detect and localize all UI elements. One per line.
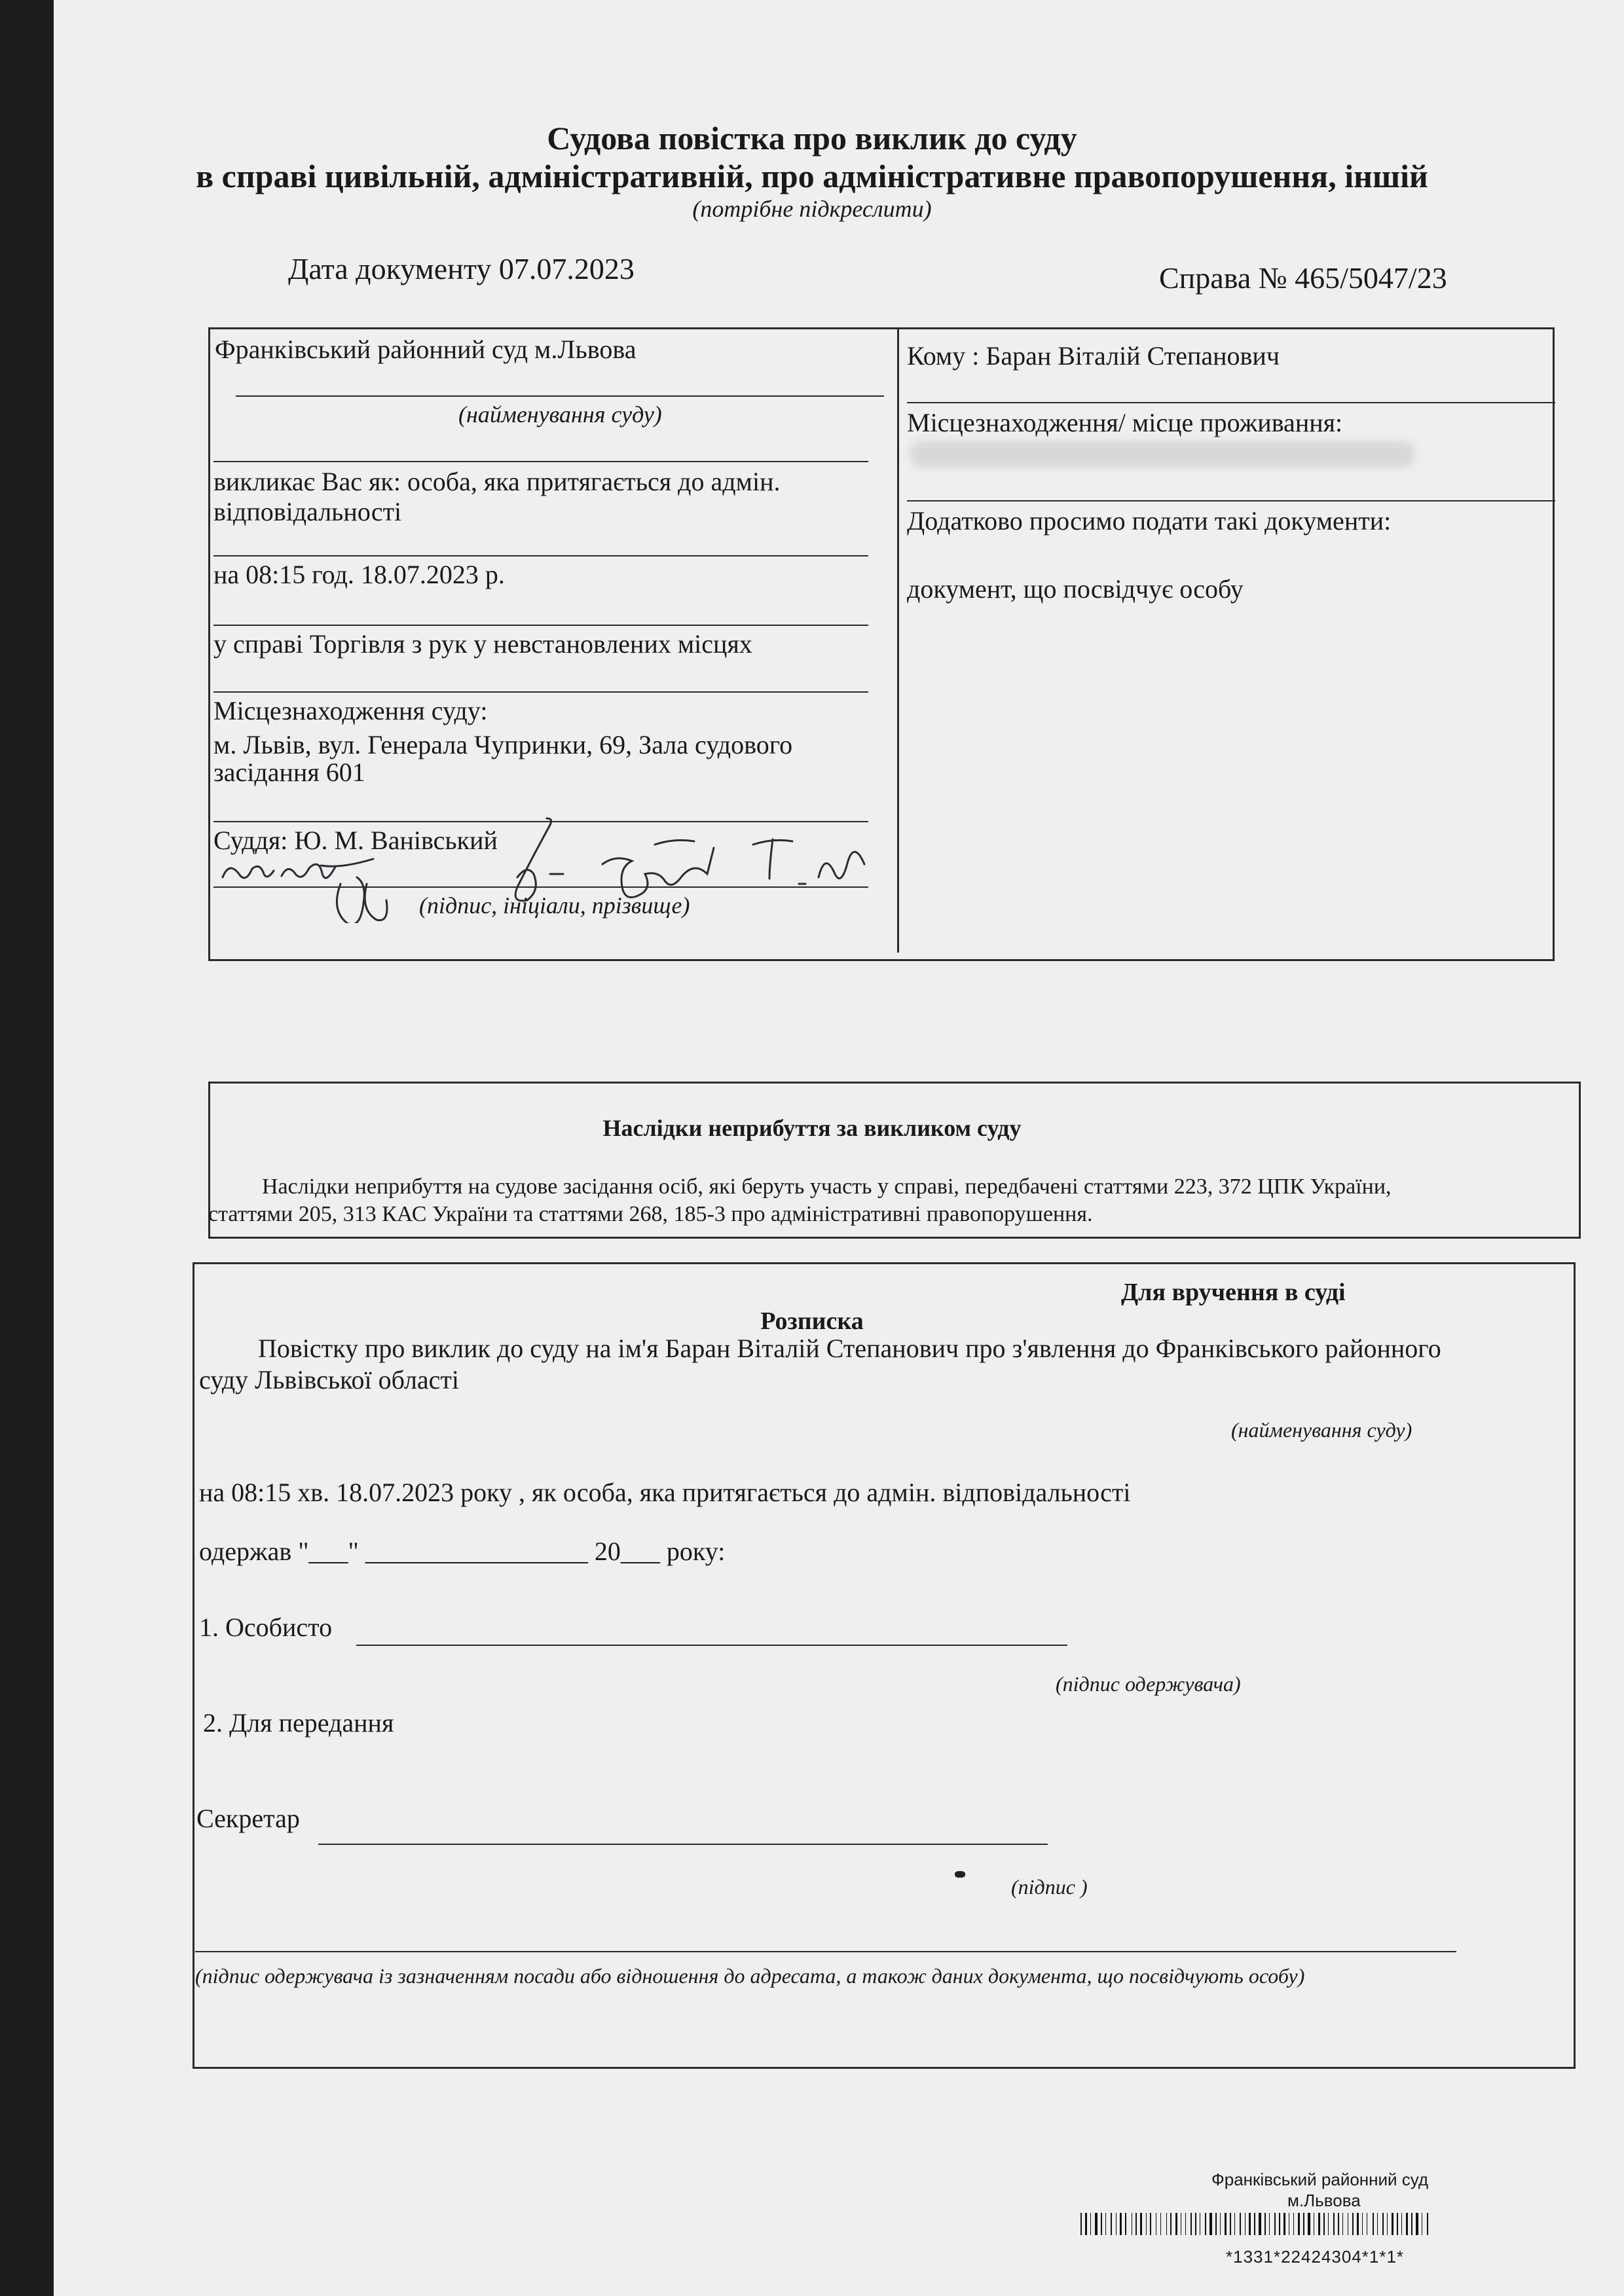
barcode-bar: [1123, 2213, 1124, 2235]
summons-role-line1: викликає Вас як: особа, яка притягається до адмін.: [213, 467, 781, 496]
barcode-bar: [1369, 2213, 1371, 2235]
barcode-bar: [1403, 2213, 1405, 2235]
barcode-bar: [1259, 2213, 1261, 2235]
barcode-bar: [1232, 2213, 1233, 2235]
received-date-line: одержав "___" _________________ 20___ року:: [199, 1537, 726, 1566]
barcode-bar: [1187, 2213, 1189, 2235]
barcode-bar: [1240, 2213, 1241, 2235]
barcode-bar: [1387, 2213, 1388, 2235]
receipt-court-caption: (найменування суду): [1231, 1418, 1412, 1442]
barcode-bar: [1389, 2213, 1390, 2235]
for-transfer-label: 2. Для передання: [203, 1708, 394, 1738]
barcode-bar: [1340, 2213, 1341, 2235]
barcode-bar: [1375, 2213, 1376, 2235]
barcode-bar: [1333, 2213, 1335, 2235]
barcode-bar: [1279, 2213, 1280, 2235]
receipt-line1: Повістку про виклик до суду на ім'я Баран Віталій Степанович про з'явлення до Франківського районного: [258, 1334, 1441, 1363]
barcode-bar: [1338, 2213, 1339, 2235]
court-name-caption: (найменування суду): [458, 401, 662, 428]
barcode-bar: [1336, 2213, 1337, 2235]
barcode-bar: [1107, 2213, 1109, 2235]
barcode-bar: [1150, 2213, 1151, 2235]
barcode-bar: [1330, 2213, 1332, 2235]
secretary-signature-caption: (підпис ): [1011, 1875, 1088, 1899]
barcode-bar: [1308, 2213, 1310, 2235]
barcode-bar: [1377, 2213, 1378, 2235]
barcode-bar: [1301, 2213, 1302, 2235]
receipt-heading: Розписка: [760, 1307, 864, 1335]
barcode-bar: [1392, 2213, 1393, 2235]
barcode-bar: [1326, 2213, 1327, 2235]
barcode-bar: [1344, 2213, 1346, 2235]
barcode-bar: [1146, 2213, 1147, 2235]
barcode-bar: [1328, 2213, 1329, 2235]
barcode-bar: [1230, 2213, 1231, 2235]
barcode-bar: [1113, 2213, 1115, 2235]
consequences-line2: статтями 205, 313 КАС України та статтями 268, 185-3 про адміністративні правопорушення.: [208, 1202, 1093, 1226]
barcode-bar: [1183, 2213, 1184, 2235]
court-name: Франківський районний суд м.Львова: [215, 335, 637, 364]
barcode-bar: [1083, 2213, 1084, 2235]
personally-signature-line: [356, 1645, 1067, 1646]
barcode-bar: [1128, 2213, 1130, 2235]
barcode-bar: [1236, 2213, 1238, 2235]
judge-signature-caption: (підпис, ініціали, прізвище): [419, 892, 690, 919]
barcode-bar: [1424, 2213, 1426, 2235]
barcode-bar: [1242, 2213, 1244, 2235]
barcode-bar: [1252, 2213, 1253, 2235]
secretary-signature-line: [318, 1844, 1048, 1845]
barcode-bar: [1399, 2213, 1400, 2235]
barcode-bar: [1153, 2213, 1154, 2235]
barcode-bar: [1162, 2213, 1165, 2235]
barcode-bar: [1103, 2213, 1104, 2235]
barcode-bar: [1274, 2213, 1276, 2235]
barcode-text: *1331*22424304*1*1*: [1226, 2247, 1405, 2267]
barcode-bar: [1293, 2213, 1294, 2235]
barcode-bar: [1411, 2213, 1412, 2235]
barcode-bar: [1401, 2213, 1402, 2235]
barcode-bar: [1416, 2213, 1418, 2235]
barcode-bar: [1173, 2213, 1174, 2235]
barcode-bar: [1427, 2213, 1428, 2235]
barcode-bar: [1140, 2213, 1142, 2235]
for-court-label: Для вручення в суді: [1121, 1279, 1346, 1306]
barcode-bar: [1190, 2213, 1192, 2235]
footer-court-line1: Франківський районний суд: [1211, 2170, 1429, 2189]
barcode-bar: [1382, 2213, 1384, 2235]
barcode-bar: [1143, 2213, 1145, 2235]
recipient-details-line: [195, 1951, 1456, 1952]
barcode-bar: [1095, 2213, 1098, 2235]
barcode-bar: [1357, 2213, 1359, 2235]
ink-mark: [955, 1871, 965, 1878]
barcode-bar: [1090, 2213, 1091, 2235]
barcode-bar: [1342, 2213, 1343, 2235]
barcode-bar: [1271, 2213, 1273, 2235]
barcode-bar: [1298, 2213, 1300, 2235]
barcode-bar: [1193, 2213, 1194, 2235]
receipt-line2: суду Львівської області: [199, 1365, 460, 1394]
case-number: Справа № 465/5047/23: [1159, 261, 1447, 295]
barcode-bar: [1379, 2213, 1381, 2235]
case-subject: у справі Торгівля з рук у невстановлених місцях: [213, 629, 752, 659]
barcode-bar: [1352, 2213, 1354, 2235]
barcode-bar: [1101, 2213, 1102, 2235]
barcode-bar: [1360, 2213, 1361, 2235]
barcode-bar: [1209, 2213, 1212, 2235]
barcode-bar: [1321, 2213, 1322, 2235]
barcode-bar: [1218, 2213, 1219, 2235]
barcode-bar: [1291, 2213, 1292, 2235]
receipt-time-line: на 08:15 хв. 18.07.2023 року , як особа, яка притягається до адмін. відповідальності: [199, 1478, 1131, 1507]
barcode-bar: [1277, 2213, 1278, 2235]
barcode-bar: [1397, 2213, 1398, 2235]
barcode: [1080, 2213, 1430, 2235]
court-location-line1: м. Львів, вул. Генерала Чупринки, 69, Зала судового: [213, 730, 793, 759]
divider-4: [213, 691, 868, 693]
barcode-bar: [1355, 2213, 1356, 2235]
barcode-bar: [1222, 2213, 1223, 2235]
column-divider: [897, 327, 899, 953]
barcode-bar: [1160, 2213, 1161, 2235]
residence-label: Місцезнаходження/ місце проживання:: [907, 408, 1343, 437]
barcode-bar: [1269, 2213, 1270, 2235]
court-name-line: [236, 395, 884, 397]
divider-1: [213, 461, 868, 462]
secretary-label: Секретар: [196, 1804, 300, 1833]
court-location-line2: засідання 601: [213, 757, 365, 787]
barcode-bar: [1138, 2213, 1139, 2235]
barcode-bar: [1111, 2213, 1112, 2235]
barcode-bar: [1267, 2213, 1268, 2235]
barcode-bar: [1264, 2213, 1266, 2235]
judge-name: Суддя: Ю. М. Ванівський: [213, 826, 498, 855]
consequences-line1: Наслідки неприбуття на судове засідання осіб, які беруть участь у справі, передбачені статтями 223, 372 ЦПК України,: [262, 1175, 1392, 1199]
barcode-bar: [1168, 2213, 1169, 2235]
barcode-bar: [1205, 2213, 1206, 2235]
redacted-address: [910, 441, 1414, 467]
barcode-bar: [1362, 2213, 1363, 2235]
recipient-signature-caption: (підпис одержувача): [1056, 1672, 1241, 1696]
barcode-bar: [1303, 2213, 1304, 2235]
barcode-bar: [1166, 2213, 1167, 2235]
barcode-bar: [1225, 2213, 1227, 2235]
barcode-bar: [1409, 2213, 1410, 2235]
summons-time: на 08:15 год. 18.07.2023 р.: [213, 560, 505, 589]
barcode-bar: [1213, 2213, 1214, 2235]
barcode-bar: [1385, 2213, 1386, 2235]
barcode-bar: [1080, 2213, 1082, 2235]
barcode-bar: [1364, 2213, 1365, 2235]
barcode-bar: [1406, 2213, 1408, 2235]
barcode-bar: [1170, 2213, 1172, 2235]
court-location-label: Місцезнаходження суду:: [213, 696, 488, 725]
barcode-bar: [1202, 2213, 1204, 2235]
barcode-bar: [1158, 2213, 1159, 2235]
barcode-bar: [1088, 2213, 1089, 2235]
barcode-bar: [1148, 2213, 1149, 2235]
barcode-bar: [1092, 2213, 1094, 2235]
barcode-bar: [1373, 2213, 1374, 2235]
barcode-bar: [1323, 2213, 1325, 2235]
barcode-bar: [1120, 2213, 1122, 2235]
barcode-bar: [1085, 2213, 1087, 2235]
document-title: Судова повістка про виклик до суду: [547, 120, 1077, 156]
divider-2: [213, 555, 868, 556]
recipient-name: Кому : Баран Віталій Степанович: [907, 341, 1280, 371]
document-subtitle: в справі цивільній, адміністративній, про адміністративне правопорушення, іншій: [196, 158, 1428, 194]
summons-role-line2: відповідальності: [213, 497, 402, 526]
barcode-bar: [1350, 2213, 1351, 2235]
judge-signature-image: [210, 805, 877, 923]
barcode-bar: [1215, 2213, 1217, 2235]
documents-value: документ, що посвідчує особу: [907, 574, 1244, 604]
barcode-bar: [1105, 2213, 1106, 2235]
barcode-bar: [1249, 2213, 1251, 2235]
personally-label: 1. Особисто: [199, 1613, 333, 1642]
barcode-bar: [1318, 2213, 1320, 2235]
consequences-heading: Наслідки неприбуття за викликом суду: [602, 1115, 1022, 1141]
barcode-bar: [1175, 2213, 1177, 2235]
barcode-bar: [1283, 2213, 1285, 2235]
documents-label: Додатково просимо подати такі документи:: [907, 506, 1392, 536]
barcode-bar: [1295, 2213, 1297, 2235]
barcode-bar: [1125, 2213, 1126, 2235]
barcode-bar: [1316, 2213, 1317, 2235]
divider-3: [213, 625, 868, 626]
barcode-bar: [1195, 2213, 1196, 2235]
underline-note: (потрібне підкреслити): [692, 196, 932, 222]
document-date: Дата документу 07.07.2023: [288, 252, 635, 285]
barcode-bar: [1220, 2213, 1221, 2235]
barcode-bar: [1185, 2213, 1186, 2235]
barcode-bar: [1254, 2213, 1255, 2235]
right-divider-2: [907, 500, 1555, 501]
recipient-details-caption: (підпис одержувача із зазначенням посади або відношення до адресата, а також даних документа, що посвідчують особу): [195, 1964, 1305, 1988]
barcode-bar: [1245, 2213, 1246, 2235]
barcode-bar: [1135, 2213, 1137, 2235]
footer-court-line2: м.Львова: [1287, 2191, 1361, 2210]
barcode-bar: [1234, 2213, 1235, 2235]
right-divider-1: [907, 402, 1555, 403]
